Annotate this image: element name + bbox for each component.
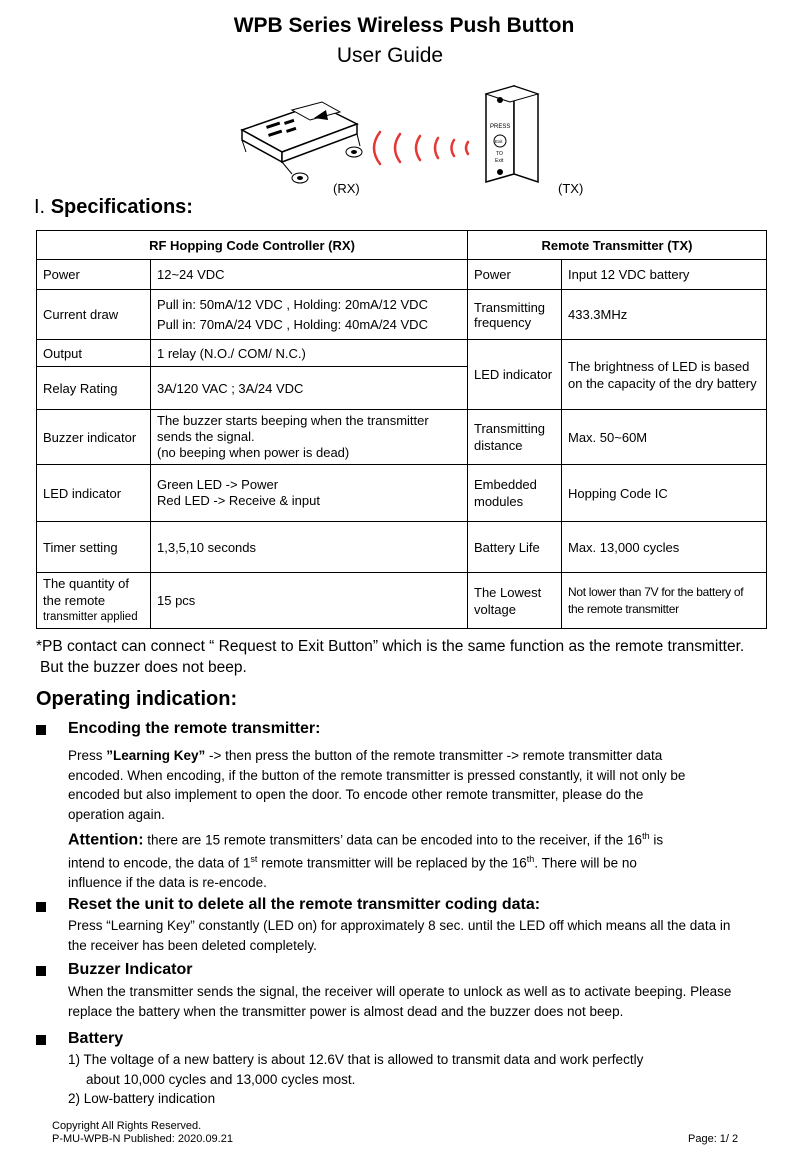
table-cell: 15 pcs — [151, 573, 468, 629]
table-row — [37, 522, 767, 573]
pb-contact-note — [36, 636, 786, 678]
table-cell — [37, 573, 151, 629]
table-cell: Relay Rating — [37, 367, 151, 410]
table-header-row — [37, 231, 767, 260]
table-cell: Transmitting distance — [468, 410, 562, 465]
table-cell: Embedded modules — [468, 465, 562, 522]
cell-line: transmitter applied — [43, 611, 138, 623]
cell-line: Green LED -> Power — [157, 477, 279, 492]
cell-line: the remote — [43, 593, 106, 608]
table-cell: Battery Life — [468, 522, 562, 573]
cell-line: Red LED -> Receive & input — [157, 493, 320, 508]
cell-line: The quantity of — [43, 576, 129, 591]
table-cell: Transmitting frequency — [468, 290, 562, 340]
specifications-heading — [34, 196, 193, 219]
table-cell: 3A/120 VAC ; 3A/24 VDC — [151, 367, 468, 410]
table-cell: LED indicator — [468, 340, 562, 410]
rx-label: (RX) — [333, 181, 360, 196]
paragraph-line: the receiver has been deleted completely. — [68, 937, 317, 953]
table-cell: Buzzer indicator — [37, 410, 151, 465]
paragraph-line: encoded but also implement to open the door. To encode other remote transmitter, please do the — [68, 787, 644, 802]
paragraph-line: When the transmitter sends the signal, the receiver will operate to unlock as well as to activate beeping. Please — [68, 984, 732, 999]
table-cell: Power — [37, 260, 151, 290]
svg-text:TO: TO — [496, 151, 503, 157]
encoding-paragraph — [68, 746, 788, 824]
document-id: P-MU-WPB-N Published: 2020.09.21 — [52, 1133, 233, 1145]
paragraph-line: operation again. — [68, 806, 165, 822]
table-cell — [151, 290, 468, 340]
specifications-table — [36, 230, 767, 629]
paragraph-line: encoded. When encoding, if the button of the remote transmitter is pressed constantly, it will not only be — [68, 767, 686, 783]
reset-heading: Reset the unit to delete all the remote transmitter coding data: — [68, 896, 541, 913]
product-illustration — [232, 82, 612, 200]
reset-paragraph — [68, 916, 798, 955]
transmitter-device-image — [486, 86, 538, 182]
heading-text: Specifications: — [50, 196, 193, 218]
table-row — [37, 340, 767, 367]
tx-label: (TX) — [558, 181, 584, 196]
table-cell: The Lowest voltage — [468, 573, 562, 629]
buzzer-paragraph — [68, 982, 798, 1021]
table-row — [37, 410, 767, 465]
note-line: But the buzzer does not beep. — [40, 659, 247, 676]
buzzer-heading: Buzzer Indicator — [68, 961, 193, 978]
paragraph-line: Attention: there are 15 remote transmitters’ data can be encoded into to the receiver, if the 16th is — [68, 831, 664, 849]
paragraph-line: 1) The voltage of a new battery is about 12.6V that is allowed to transmit data and work perfectly — [68, 1052, 644, 1067]
table-cell: 1 relay (N.O./ COM/ N.C.) — [151, 340, 468, 367]
operating-heading: Operating indication: — [36, 688, 238, 710]
document-subtitle: User Guide — [336, 44, 444, 67]
table-cell — [151, 465, 468, 522]
tx-column-header: Remote Transmitter (TX) — [468, 231, 767, 260]
table-cell: The brightness of LED is based on the capacity of the dry battery — [562, 340, 767, 410]
table-cell: Not lower than 7V for the battery of the remote transmitter — [562, 573, 767, 629]
table-cell: Output — [37, 340, 151, 367]
table-cell: Timer setting — [37, 522, 151, 573]
cell-line: Pull in: 50mA/12 VDC , Holding: 20mA/12 VDC — [157, 296, 428, 312]
table-cell: Max. 50~60M — [562, 410, 767, 465]
attention-paragraph — [68, 827, 788, 893]
rx-column-header: RF Hopping Code Controller (RX) — [37, 231, 468, 260]
encoding-heading: Encoding the remote transmitter: — [68, 720, 321, 737]
battery-heading: Battery — [68, 1030, 124, 1047]
table-row — [37, 573, 767, 629]
svg-text:PRESS: PRESS — [490, 124, 511, 130]
bullet-square-icon — [36, 725, 46, 735]
table-cell: LED indicator — [37, 465, 151, 522]
table-row — [37, 260, 767, 290]
page-number: Page: 1/ 2 — [688, 1133, 739, 1145]
signal-waves — [374, 132, 468, 164]
table-cell — [151, 410, 468, 465]
paragraph-line: influence if the data is re-encode. — [68, 875, 267, 890]
table-cell: 1,3,5,10 seconds — [151, 522, 468, 573]
paragraph-line: about 10,000 cycles and 13,000 cycles most. — [86, 1071, 356, 1087]
copyright-text: Copyright All Rights Reserved. — [52, 1120, 202, 1132]
paragraph-line: Press ”Learning Key” -> then press the button of the remote transmitter -> remote transmitter data — [68, 748, 663, 763]
bullet-square-icon — [36, 966, 46, 976]
cell-line: Pull in: 70mA/24 VDC , Holding: 40mA/24 VDC — [157, 316, 428, 332]
heading-number: I. — [34, 196, 46, 218]
table-cell: Current draw — [37, 290, 151, 340]
paragraph-line: replace the battery when the transmitter power is almost dead and the buzzer does not beep. — [68, 1003, 624, 1019]
table-cell: Hopping Code IC — [562, 465, 767, 522]
footer-left — [52, 1120, 233, 1146]
table-row — [37, 465, 767, 522]
paragraph-line: Press “Learning Key” constantly (LED on) for approximately 8 sec. until the LED off which means all the data in — [68, 918, 731, 933]
table-cell: 12~24 VDC — [151, 260, 468, 290]
paragraph-line: intend to encode, the data of 1st remote transmitter will be replaced by the 16th. There will be no — [68, 854, 637, 871]
table-cell: Max. 13,000 cycles — [562, 522, 767, 573]
document-title: WPB Series Wireless Push Button — [233, 14, 575, 37]
table-cell: Input 12 VDC battery — [562, 260, 767, 290]
table-cell: 433.3MHz — [562, 290, 767, 340]
note-line: *PB contact can connect “ Request to Exit Button” which is the same function as the remote transmitter. — [36, 638, 745, 655]
svg-text:Exit: Exit — [495, 139, 503, 144]
battery-paragraph — [68, 1050, 798, 1109]
svg-text:Exit: Exit — [495, 158, 504, 164]
table-row — [37, 290, 767, 340]
cell-line: The buzzer starts beeping when the transmitter sends the signal. — [157, 413, 429, 444]
cell-line: (no beeping when power is dead) — [157, 445, 350, 460]
bullet-square-icon — [36, 902, 46, 912]
paragraph-line: 2) Low-battery indication — [68, 1091, 216, 1106]
bullet-square-icon — [36, 1035, 46, 1045]
table-cell: Power — [468, 260, 562, 290]
receiver-device-image — [242, 102, 362, 183]
